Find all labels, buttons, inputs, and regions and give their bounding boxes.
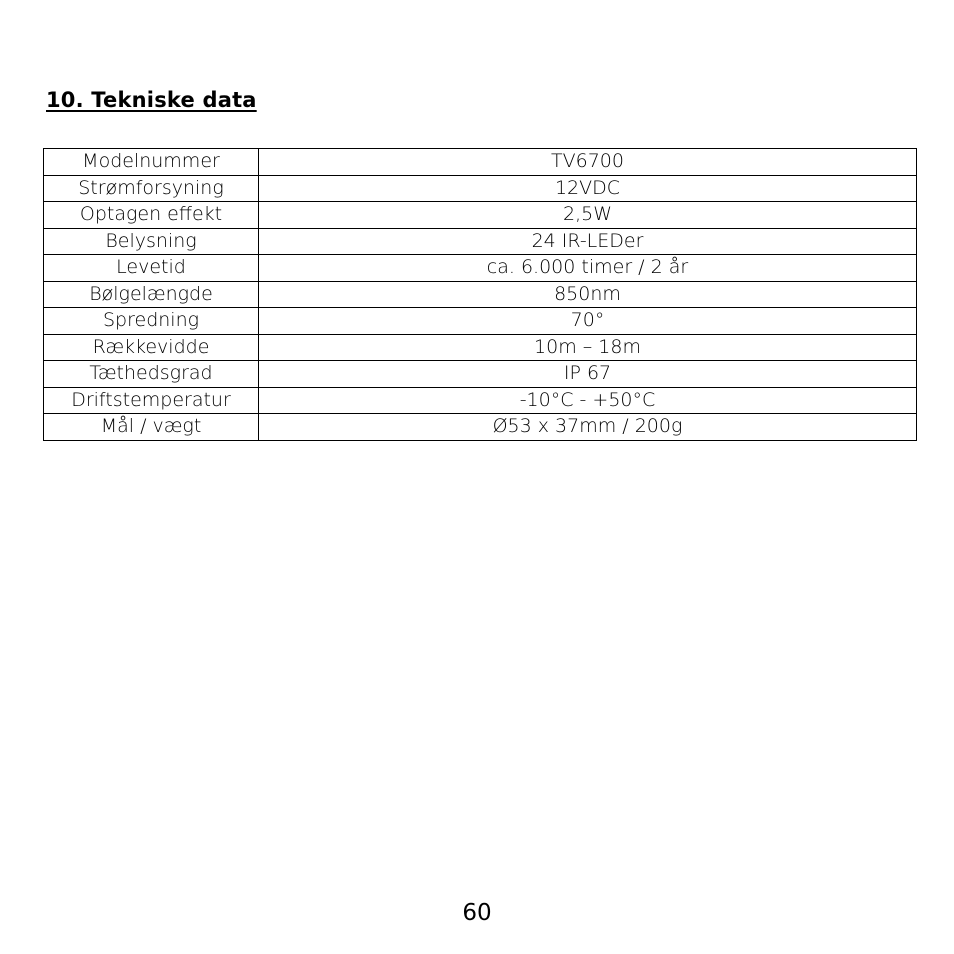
spec-label: Strømforsyning — [44, 175, 259, 202]
table-row — [44, 228, 917, 255]
spec-label: Optagen effekt — [44, 202, 259, 229]
spec-value: ca. 6.000 timer / 2 år — [259, 255, 917, 282]
page-number: 60 — [462, 900, 492, 926]
table-row — [44, 255, 917, 282]
table-row — [44, 414, 917, 441]
spec-label: Bølgelængde — [44, 281, 259, 308]
spec-value: TV6700 — [259, 149, 917, 176]
spec-value: 24 IR-LEDer — [259, 228, 917, 255]
spec-value: IP 67 — [259, 361, 917, 388]
spec-label: Spredning — [44, 308, 259, 335]
spec-label: Rækkevidde — [44, 334, 259, 361]
spec-value: 10m – 18m — [259, 334, 917, 361]
table-row — [44, 308, 917, 335]
table-row — [44, 334, 917, 361]
technical-data-table — [43, 148, 917, 441]
spec-label: Modelnummer — [44, 149, 259, 176]
spec-value: 70° — [259, 308, 917, 335]
spec-label: Belysning — [44, 228, 259, 255]
section-heading: 10. Tekniske data — [46, 88, 257, 112]
spec-value: 12VDC — [259, 175, 917, 202]
table-row — [44, 202, 917, 229]
spec-value: 2,5W — [259, 202, 917, 229]
spec-label: Levetid — [44, 255, 259, 282]
table-row — [44, 361, 917, 388]
spec-value: 850nm — [259, 281, 917, 308]
table-row — [44, 175, 917, 202]
table-row — [44, 149, 917, 176]
spec-label: Mål / vægt — [44, 414, 259, 441]
table-row — [44, 281, 917, 308]
spec-label: Driftstemperatur — [44, 387, 259, 414]
spec-label: Tæthedsgrad — [44, 361, 259, 388]
spec-value: Ø53 x 37mm / 200g — [259, 414, 917, 441]
spec-value: -10°C - +50°C — [259, 387, 917, 414]
table-row — [44, 387, 917, 414]
